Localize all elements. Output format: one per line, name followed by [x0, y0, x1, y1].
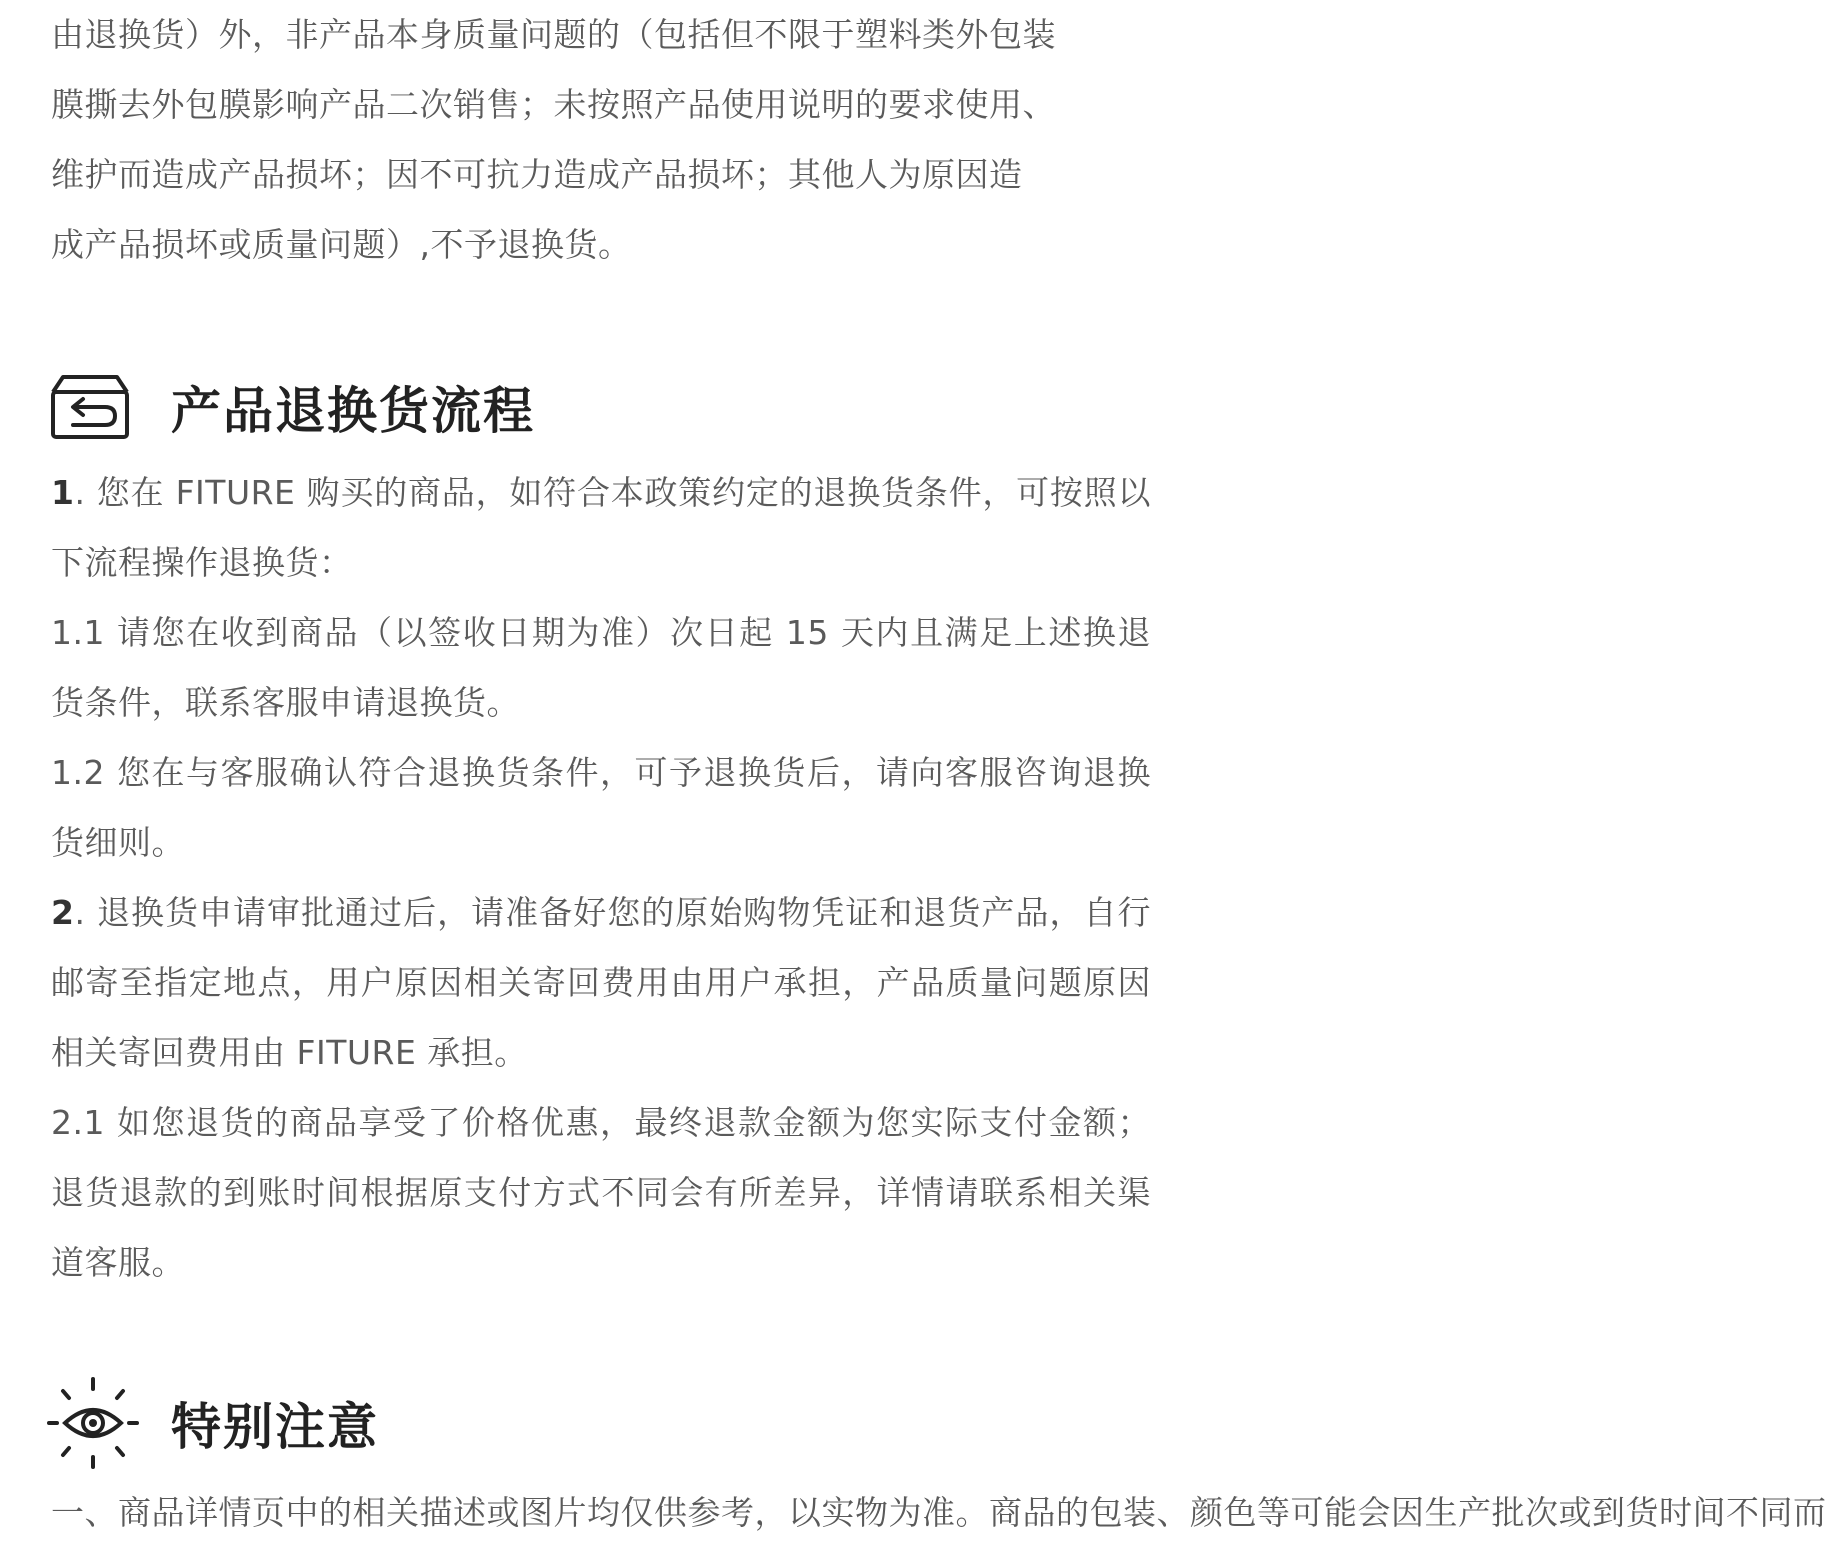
intro-line-1: 由退换货）外，非产品本身质量问题的（包括但不限于塑料类外包装	[51, 15, 1056, 54]
list-item	[51, 1088, 1151, 1298]
eye-icon	[51, 1389, 129, 1457]
list-item	[51, 598, 1151, 738]
item-text: . 退换货申请审批通过后，请准备好您的原始购物凭证和退货产品，自行邮寄至指定地点，用户原因相关寄回费用由用户承担，产品质量问题原因相关寄回费用由 FITURE 承担。	[51, 893, 1151, 1072]
item-text: 2.1 如您退货的商品享受了价格优惠，最终退款金额为您实际支付金额；退货退款的到账时间根据原支付方式不同会有所差异，详情请联系相关渠道客服。	[51, 1103, 1151, 1282]
item-number: 1	[51, 473, 75, 512]
return-box-icon	[51, 373, 129, 441]
item-text: . 您在 FITURE 购买的商品，如符合本政策约定的退换货条件，可按照以下流程操作退换货：	[51, 473, 1151, 582]
section-title: 特别注意	[171, 1398, 379, 1456]
cutoff-line: 一、商品详情页中的相关描述或图片均仅供参考，以实物为准。商品的包装、颜色等可能会因生产批次或到货时间不同而	[51, 1493, 1827, 1532]
cutoff-text	[51, 1478, 1827, 1532]
list-item	[51, 878, 1151, 1088]
section-heading-return-process	[51, 372, 535, 442]
intro-block	[51, 0, 1151, 280]
section-body-return-process	[51, 458, 1151, 1298]
list-item	[51, 458, 1151, 598]
section-title: 产品退换货流程	[171, 382, 535, 440]
intro-line-2: 膜撕去外包膜影响产品二次销售；未按照产品使用说明的要求使用、	[51, 85, 1056, 124]
list-item	[51, 738, 1151, 878]
item-text: 1.2 您在与客服确认符合退换货条件，可予退换货后，请向客服咨询退换货细则。	[51, 753, 1151, 862]
intro-line-3: 维护而造成产品损坏；因不可抗力造成产品损坏；其他人为原因造	[51, 155, 1023, 194]
intro-line-4: 成产品损坏或质量问题）,不予退换货。	[51, 225, 632, 264]
item-text: 1.1 请您在收到商品（以签收日期为准）次日起 15 天内且满足上述换退货条件，联系客服申请退换货。	[51, 613, 1151, 722]
section-heading-special-notice	[51, 1388, 379, 1458]
item-number: 2	[51, 893, 75, 932]
